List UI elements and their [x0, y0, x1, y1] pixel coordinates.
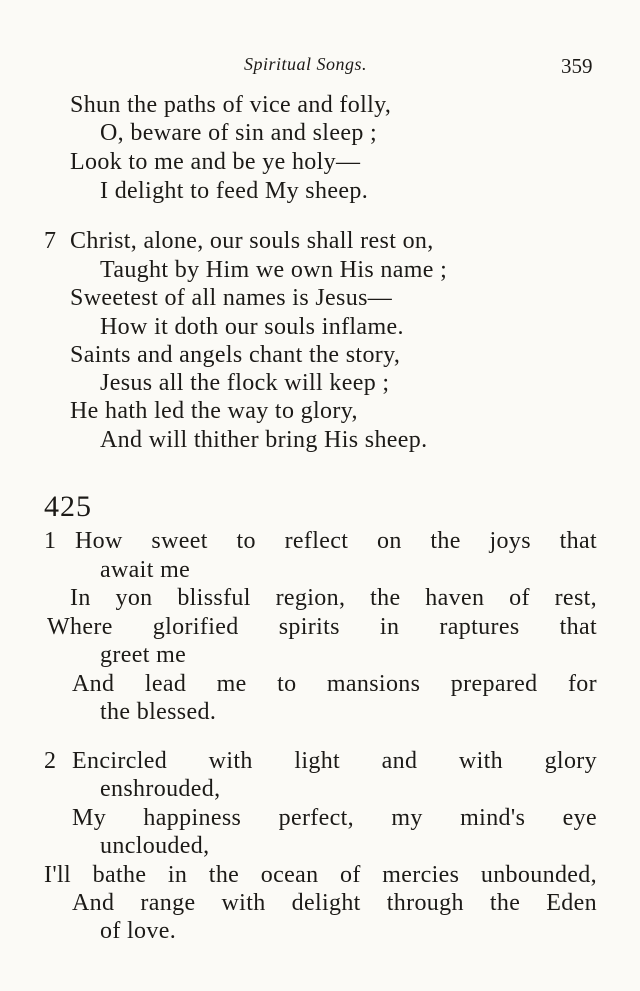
verse-line: Saints and angels chant the story, [70, 342, 401, 368]
verse-line: My happiness perfect, my mind's eye [72, 805, 597, 831]
verse-line: I'll bathe in the ocean of mercies unbounded, [44, 862, 597, 888]
verse-number: 1 [44, 528, 56, 554]
verse-line: O, beware of sin and sleep ; [100, 120, 378, 146]
verse-line: And range with delight through the Eden [72, 890, 597, 916]
verse-line: Encircled with light and with glory [72, 748, 597, 774]
verse-line: Sweetest of all names is Jesus— [70, 285, 393, 311]
verse-line: Look to me and be ye holy— [70, 149, 361, 175]
verse-line: Where glorified spirits in raptures that [47, 614, 597, 640]
verse-line: enshrouded, [100, 776, 221, 802]
page-header [0, 54, 640, 82]
verse-line: Taught by Him we own His name ; [100, 257, 448, 283]
verse-line: await me [100, 557, 191, 583]
page-number: 359 [561, 54, 593, 78]
verse-line: unclouded, [100, 833, 210, 859]
verse-line: He hath led the way to glory, [70, 398, 358, 424]
verse-line: In yon blissful region, the haven of rest, [70, 585, 597, 611]
verse-line: Christ, alone, our souls shall rest on, [70, 228, 434, 254]
verse-line: And will thither bring His sheep. [100, 427, 428, 453]
verse-number: 2 [44, 748, 56, 774]
verse-line: Jesus all the flock will keep ; [100, 370, 390, 396]
verse-line: How it doth our souls inflame. [100, 314, 404, 340]
verse-line: greet me [100, 642, 187, 668]
verse-line: I delight to feed My sheep. [100, 178, 369, 204]
running-title: Spiritual Songs. [244, 54, 368, 74]
verse-line: the blessed. [100, 699, 217, 725]
hymn-number: 425 [44, 490, 92, 523]
verse-line: of love. [100, 918, 177, 944]
verse-line: Shun the paths of vice and folly, [70, 92, 392, 118]
verse-number: 7 [44, 228, 56, 254]
verse-line: And lead me to mansions prepared for [72, 671, 597, 697]
verse-line: How sweet to reflect on the joys that [75, 528, 597, 554]
